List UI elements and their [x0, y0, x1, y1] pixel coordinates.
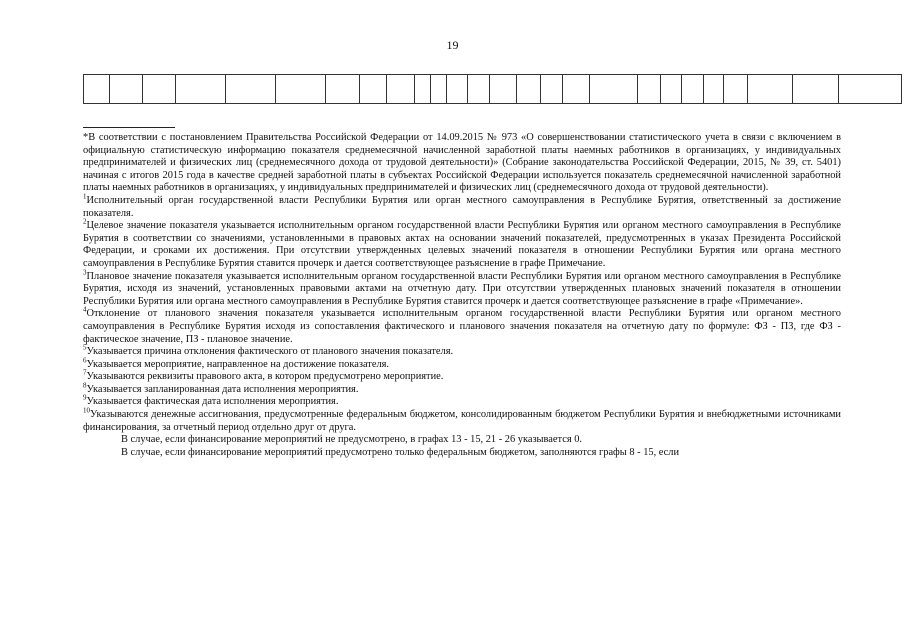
- footnote-item: [83, 356, 841, 372]
- footnote-text: Целевое значение показателя указывается исполнительным органом государственной власти Республики Бурятия или органом местного самоуправления в Республике Бурятия в соответствии со значениями, установленными в правовых актах на основании значений показателей, предусмотренных в указах Президента Российской Федерации, и сроками их достижения. При отсутствии утвержденных целевых значений показателя в отношении Республики Бурятия или органа местного самоуправления в Республике Бурятия ставится прочерк и дается соответствующее разъяснение в графе Примечание.: [83, 220, 841, 269]
- footnote-item: [83, 368, 841, 384]
- footnote-text: Указывается фактическая дата исполнения мероприятия.: [86, 396, 339, 408]
- footnote-mark: 3: [83, 268, 87, 277]
- table-cell: [793, 75, 839, 104]
- footnote-mark: 4: [83, 305, 87, 314]
- footnote-mark: 6: [83, 356, 87, 365]
- footnote-item: [83, 132, 841, 195]
- table-cell: [431, 75, 447, 104]
- table-cell: [84, 75, 110, 104]
- table-cell: [110, 75, 143, 104]
- footnote-separator: [83, 127, 175, 128]
- footnote-mark: *: [83, 132, 89, 143]
- footnote-text: Указывается мероприятие, направленное на достижение показателя.: [86, 358, 390, 370]
- footnote-item: [83, 406, 841, 434]
- table-cell: [276, 75, 326, 104]
- table-cell: [226, 75, 276, 104]
- table-cell: [563, 75, 590, 104]
- table-cell: [360, 75, 387, 104]
- footnote-item: [83, 396, 841, 409]
- footnote-mark: 7: [83, 368, 87, 377]
- footnote-mark: 8: [83, 381, 87, 390]
- report-table: [83, 74, 902, 104]
- footnote-text: Плановое значение показателя указывается исполнительным органом государственной власти Республики Бурятия или органом местного самоуправления в Республике Бурятия, исходя из значений, установленных правовыми актами на отчетную дату. При отсутствии утвержденных плановых значений показателя в отношении Республики Бурятия или органа местного самоуправления в Республике Бурятия ставится прочерк и дается соответствующее разъяснение в графе «Примечание».: [83, 270, 841, 307]
- body-paragraph: В случае, если финансирование мероприятий предусмотрено только федеральным бюджетом, заполняются графы 8 - 15, если: [121, 446, 680, 458]
- footnote-item: [83, 268, 841, 309]
- table-cell: [748, 75, 793, 104]
- table-cell: [447, 75, 468, 104]
- table-cell: [517, 75, 541, 104]
- footnotes-section: [83, 132, 841, 459]
- table-cell: [682, 75, 704, 104]
- footnote-text: Указывается запланированная дата исполнения мероприятия.: [86, 383, 359, 395]
- table-cell: [387, 75, 415, 104]
- body-paragraph: В случае, если финансирование мероприятий не предусмотрено, в графах 13 - 15, 21 - 26 указывается 0.: [121, 434, 582, 446]
- footnote-text: Указываются денежные ассигнования, предусмотренные федеральным бюджетом, консолидированным бюджетом Республики Бурятия и внебюджетными источниками финансирования, за отчетный период отдельно друг от друга.: [83, 409, 841, 433]
- footnote-mark: 1: [83, 192, 87, 201]
- footnote-mark: 9: [83, 394, 87, 402]
- footnote-text: Указываются реквизиты правового акта, в котором предусмотрено мероприятие.: [86, 371, 444, 383]
- table-cell: [724, 75, 748, 104]
- table-cell: [143, 75, 176, 104]
- footnote-item: [83, 343, 841, 359]
- footnote-item: [83, 217, 841, 270]
- table-cell: [490, 75, 517, 104]
- table-cell: [415, 75, 431, 104]
- table-cell: [541, 75, 563, 104]
- footnote-mark: 5: [83, 343, 87, 352]
- table-cell: [176, 75, 226, 104]
- table-cell: [839, 75, 902, 104]
- table-cell: [590, 75, 638, 104]
- footnote-mark: 2: [83, 217, 87, 226]
- footnote-item: [83, 305, 841, 346]
- footnote-mark: 10: [83, 406, 90, 415]
- table-cell: [638, 75, 661, 104]
- footnote-text: Указывается причина отклонения фактического от планового значения показателя.: [86, 346, 454, 358]
- table-cell: [661, 75, 682, 104]
- table-row: [84, 75, 902, 104]
- footnote-text: Исполнительный орган государственной власти Республики Бурятия или орган местного самоуправления в Республике Бурятия, ответственный за достижение показателя.: [83, 194, 841, 219]
- footnote-item: [83, 192, 841, 220]
- table-cell: [468, 75, 490, 104]
- footnote-text: В соответствии с постановлением Правительства Российской Федерации от 14.09.2015 № 973 «О совершенствовании статистического учета в связи с включением в официальную статистическую информацию показателя среднемесячной начисленной заработной платы наемных работников в организациях, у индивидуальных предпринимателей и физических лиц (среднемесячного дохода от трудовой деятельности)» (Собрание законодательства Российской Федерации, 2015, № 39, ст. 5401) начиная с итогов 2015 года в качестве средней заработной платы в субъектах Российской Федерации используется показатель среднемесячной начисленной заработной платы наемных работников в организациях, у индивидуальных предпринимателей и физических лиц (среднемесячного дохода от трудовой деятельности).: [83, 132, 841, 194]
- table-cell: [326, 75, 360, 104]
- footnote-text: Отклонение от планового значения показателя указывается исполнительным органом государственной власти Республики Бурятия или органом местного самоуправления в Республике Бурятия исходя из сопоставления фактического и планового значения показателя на отчетную дату по формуле: ФЗ - ПЗ, где ФЗ - фактическое значение, ПЗ - плановое значение.: [83, 308, 841, 345]
- table-cell: [704, 75, 724, 104]
- page-number: 19: [446, 38, 459, 52]
- footnote-item: [83, 381, 841, 397]
